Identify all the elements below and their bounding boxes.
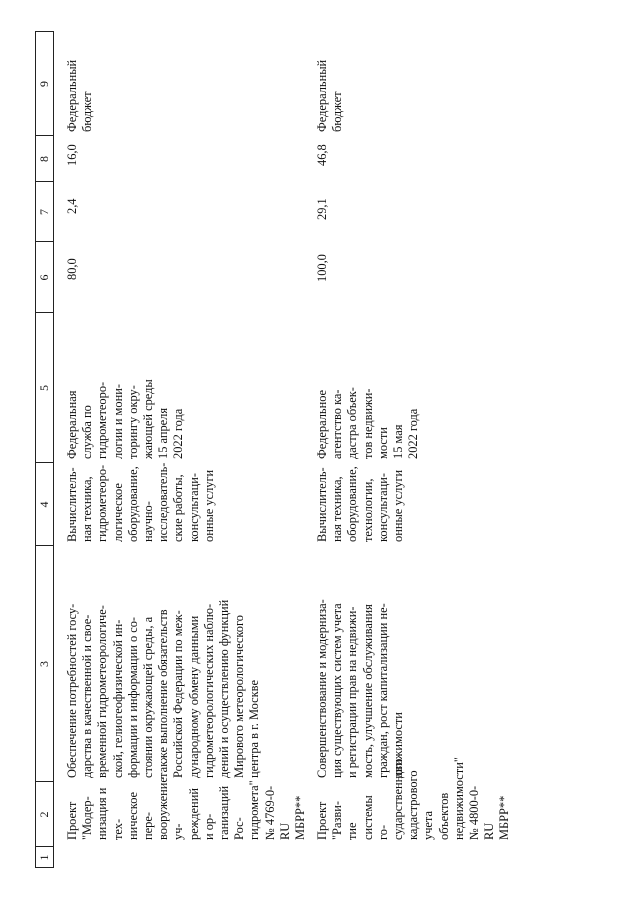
value-col8: 46,8 (315, 144, 329, 166)
column-number-4: 4 (37, 501, 51, 508)
executor-date-cell: Федеральное агентство ка- дастра объек- тов недвижи- мости 15 мая 2022 года (315, 387, 421, 459)
funding-source-cell: Федеральный бюджет (315, 59, 345, 132)
column-number-5: 5 (37, 385, 51, 391)
column-number-8: 8 (37, 156, 51, 162)
value-col8: 16,0 (65, 144, 79, 166)
column-number-6: 6 (37, 274, 51, 281)
value-col6: 80,0 (65, 258, 79, 280)
project-name-cell: Проект "Модер- низация и тех- ническое пере- вооружение уч- реждений и ор- ганизаций Рос- гидромета" № 4769-0-RU МБРР** (65, 777, 308, 840)
procurement-items-cell: Вычислитель- ная техника, гидрометеоро- логическое оборудование, научно- исследователь- ские работы, консультаци- онные услуги (65, 462, 216, 542)
value-col7: 29,1 (315, 198, 329, 220)
executor-date-cell: Федеральная служба по гидрометеоро- логии и мони- торингу окру- жающей среды 15 апреля 2022 года (65, 379, 186, 459)
procurement-items-cell: Вычислитель- ная техника, оборудование, технологии, консультаци- онные услуги (315, 466, 406, 542)
column-number-1: 1 (37, 854, 51, 861)
project-goal-cell: Обеспечение потребностей госу- дарства в качественной и свое- временной гидрометеорологиче- ской, гелиогеофизической ин- формации и информации о со- стоянии окружающей среды, а также выполнение обязательств Российской Федерации по меж- дународному обмену данными гидрометеорологических наблю- дений и осуществлению функций Мирового метеорологического центра в г. Москве (65, 599, 262, 778)
column-number-7: 7 (37, 209, 51, 215)
funding-source-cell: Федеральный бюджет (65, 59, 95, 132)
value-col6: 100,0 (315, 254, 329, 282)
header-bottom-border (53, 32, 54, 868)
column-number-2: 2 (37, 811, 51, 818)
project-goal-cell: Совершенствование и модерниза- ция существующих систем учета и регистрации прав на недвижи- мость, улучшение обслуживания граждан, рост капитализации не- движимости (315, 599, 406, 778)
column-number-3: 3 (37, 661, 51, 667)
project-name-cell: Проект "Разви- тие системы го- сударственного кадастрового учета объектов недвижимости" № 4800-0-RU МБРР** (315, 757, 512, 840)
value-col7: 2,4 (65, 198, 79, 214)
column-number-9: 9 (37, 81, 51, 87)
